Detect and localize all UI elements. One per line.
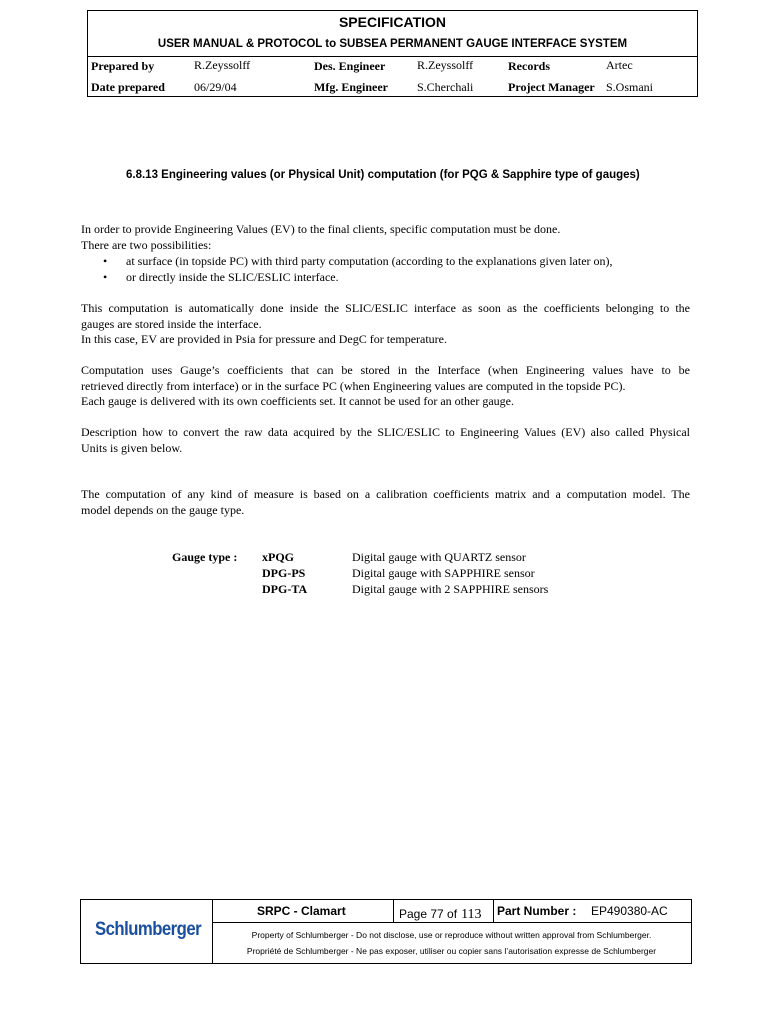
date-prepared-value: 06/29/04 <box>194 80 237 94</box>
prepared-by-label: Prepared by <box>91 59 155 73</box>
site-name: SRPC - Clamart <box>257 904 346 918</box>
gauge-description: Digital gauge with SAPPHIRE sensor <box>352 566 535 580</box>
mfg-engineer-label: Mfg. Engineer <box>314 80 388 94</box>
paragraph-description <box>81 425 690 456</box>
page-number <box>399 905 482 923</box>
document-footer <box>80 899 692 964</box>
paragraph-computation <box>81 301 690 348</box>
gauge-code: DPG-PS <box>262 566 306 580</box>
schlumberger-logo: Schlumberger <box>95 919 202 940</box>
page-prefix: Page 77 of <box>399 907 458 921</box>
bullet-icon: • <box>103 270 108 284</box>
paragraph-line: Units is given below. <box>81 440 183 455</box>
part-number-value: EP490380-AC <box>591 904 668 918</box>
des-engineer-value: R.Zeyssolff <box>417 58 474 72</box>
date-prepared-label: Date prepared <box>91 80 165 94</box>
document-header <box>87 10 698 97</box>
part-number-label: Part Number : <box>497 904 577 918</box>
notice-english: Property of Schlumberger - Do not disclose, use or reproduce without written approval from Schlumberger. <box>251 930 652 940</box>
mfg-engineer-value: S.Cherchali <box>417 80 474 94</box>
paragraph-line: gauges are stored inside the interface. <box>81 316 262 331</box>
paragraph-line: retrieved directly from interface) or in the surface PC (when Engineering values are computed in the topside PC). <box>81 378 626 393</box>
document-title: SPECIFICATION <box>338 14 447 30</box>
section-heading: 6.8.13 Engineering values (or Physical Unit) computation (for PQG & Sapphire type of gauges) <box>126 169 640 181</box>
project-manager-value: S.Osmani <box>606 80 654 94</box>
paragraph-line: Each gauge is delivered with its own coefficients set. It cannot be used for an other gauge. <box>81 394 514 408</box>
paragraph-line: There are two possibilities: <box>81 237 212 252</box>
document-subtitle: USER MANUAL & PROTOCOL to SUBSEA PERMANENT GAUGE INTERFACE SYSTEM <box>157 38 628 50</box>
bullet-item <box>103 254 613 269</box>
project-manager-label: Project Manager <box>508 80 595 94</box>
footer-divider <box>393 900 394 922</box>
des-engineer-label: Des. Engineer <box>314 59 386 73</box>
page-total: 113 <box>461 907 482 922</box>
paragraph-intro <box>81 222 690 253</box>
footer-divider <box>493 900 494 922</box>
records-value: Artec <box>606 58 633 72</box>
header-divider <box>88 56 697 57</box>
gauge-description: Digital gauge with 2 SAPPHIRE sensors <box>352 582 549 596</box>
prepared-by-value: R.Zeyssolff <box>194 58 251 72</box>
paragraph-line: model depends on the gauge type. <box>81 502 245 517</box>
paragraph-coefficients <box>81 363 690 410</box>
paragraph-model <box>81 487 690 518</box>
paragraph-line: Description how to convert the raw data acquired by the SLIC/ESLIC to Engineering Values (EV) also called Physical <box>81 425 690 439</box>
gauge-code: DPG-TA <box>262 582 308 596</box>
paragraph-line: In this case, EV are provided in Psia for pressure and DegC for temperature. <box>81 332 447 346</box>
paragraph-line: This computation is automatically done inside the SLIC/ESLIC interface as soon as the coefficients belonging to the <box>81 301 690 315</box>
paragraph-line: In order to provide Engineering Values (EV) to the final clients, specific computation must be done. <box>81 222 561 236</box>
notice-french: Propriété de Schlumberger - Ne pas exposer, utiliser ou copier sans l’autorisation expresse de Schlumberger <box>246 946 657 956</box>
gauge-description: Digital gauge with QUARTZ sensor <box>352 550 526 564</box>
records-label: Records <box>508 59 550 73</box>
paragraph-line: Computation uses Gauge’s coefficients that can be stored in the Interface (when Engineering values have to be <box>81 363 690 377</box>
gauge-type-label: Gauge type : <box>172 550 238 564</box>
paragraph-line: The computation of any kind of measure is based on a calibration coefficients matrix and a computation model. The <box>81 487 690 501</box>
bullet-item <box>103 270 339 285</box>
gauge-code: xPQG <box>262 550 294 564</box>
bullet-icon: • <box>103 254 108 268</box>
bullet-text: or directly inside the SLIC/ESLIC interface. <box>126 270 339 284</box>
bullet-text: at surface (in topside PC) with third party computation (according to the explanations given later on), <box>126 254 613 268</box>
